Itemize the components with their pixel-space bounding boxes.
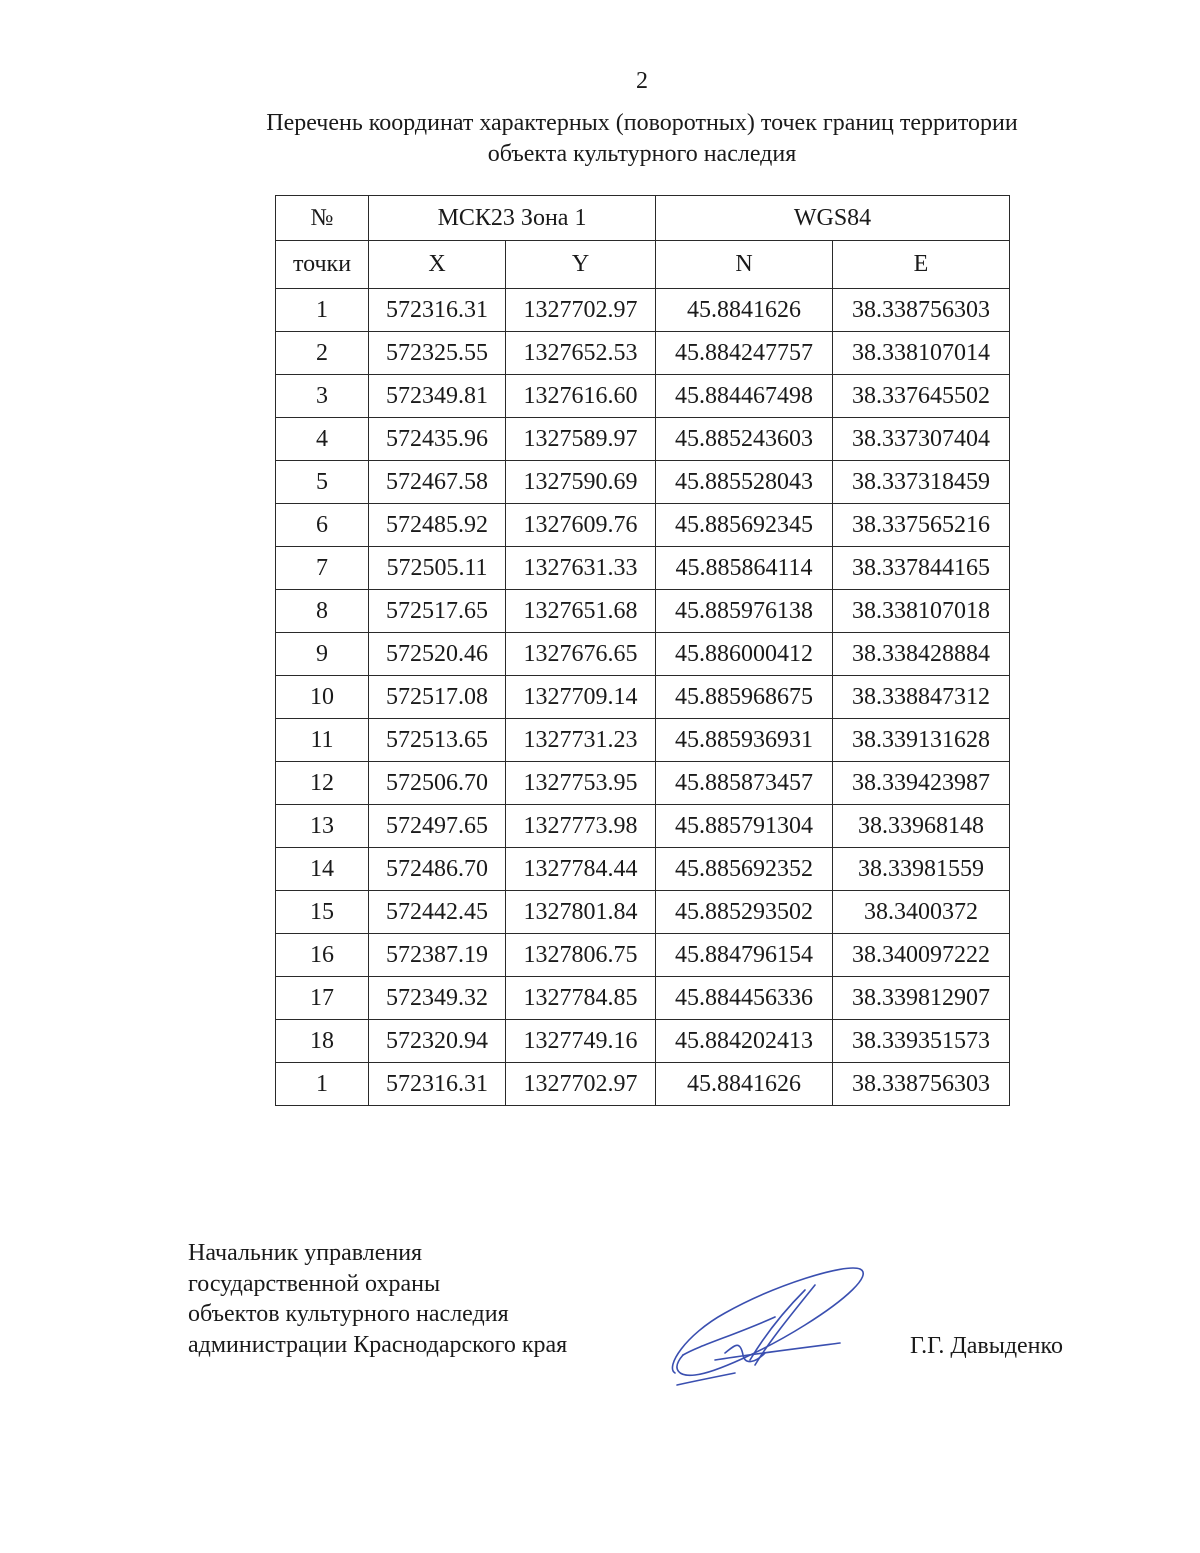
x-cell: 572316.31 xyxy=(369,1063,506,1106)
n-cell: 45.885864114 xyxy=(656,547,833,590)
signatory-position-line: администрации Краснодарского края xyxy=(188,1331,568,1358)
table-row xyxy=(276,762,1010,805)
y-cell: 1327784.85 xyxy=(506,977,656,1020)
point-number-cell: 14 xyxy=(276,848,369,891)
e-cell: 38.339351573 xyxy=(833,1020,1010,1063)
document-title-line-2: объекта культурного наследия xyxy=(487,141,797,167)
e-cell: 38.337565216 xyxy=(833,504,1010,547)
table-row xyxy=(276,676,1010,719)
x-cell: 572387.19 xyxy=(369,934,506,977)
point-number-cell: 6 xyxy=(276,504,369,547)
table-row xyxy=(276,848,1010,891)
y-cell: 1327631.33 xyxy=(506,547,656,590)
n-cell: 45.884456336 xyxy=(656,977,833,1020)
document-title xyxy=(150,108,1134,170)
e-cell: 38.338847312 xyxy=(833,676,1010,719)
table-row xyxy=(276,504,1010,547)
n-cell: 45.885976138 xyxy=(656,590,833,633)
point-number-cell: 10 xyxy=(276,676,369,719)
y-cell: 1327801.84 xyxy=(506,891,656,934)
table-row xyxy=(276,805,1010,848)
table-row xyxy=(276,418,1010,461)
n-column-header: N xyxy=(656,241,833,289)
n-cell: 45.885936931 xyxy=(656,719,833,762)
n-cell: 45.884247757 xyxy=(656,332,833,375)
page-number: 2 xyxy=(636,68,648,94)
table-row xyxy=(276,633,1010,676)
n-cell: 45.884796154 xyxy=(656,934,833,977)
y-cell: 1327589.97 xyxy=(506,418,656,461)
x-cell: 572316.31 xyxy=(369,289,506,332)
n-cell: 45.8841626 xyxy=(656,289,833,332)
n-cell: 45.885293502 xyxy=(656,891,833,934)
x-cell: 572513.65 xyxy=(369,719,506,762)
e-cell: 38.338756303 xyxy=(833,1063,1010,1106)
point-number-cell: 13 xyxy=(276,805,369,848)
e-cell: 38.33968148 xyxy=(833,805,1010,848)
y-cell: 1327753.95 xyxy=(506,762,656,805)
msk23-zone-header: МСК23 Зона 1 xyxy=(369,196,656,241)
n-cell: 45.8841626 xyxy=(656,1063,833,1106)
n-cell: 45.885968675 xyxy=(656,676,833,719)
point-number-cell: 9 xyxy=(276,633,369,676)
e-cell: 38.337318459 xyxy=(833,461,1010,504)
point-number-cell: 11 xyxy=(276,719,369,762)
e-cell: 38.340097222 xyxy=(833,934,1010,977)
y-cell: 1327702.97 xyxy=(506,1063,656,1106)
table-header-row-1 xyxy=(276,196,1010,241)
point-number-cell: 5 xyxy=(276,461,369,504)
e-cell: 38.338428884 xyxy=(833,633,1010,676)
table-row xyxy=(276,1020,1010,1063)
table-row xyxy=(276,719,1010,762)
table-row xyxy=(276,461,1010,504)
n-cell: 45.885692345 xyxy=(656,504,833,547)
table-row xyxy=(276,547,1010,590)
point-number-cell: 7 xyxy=(276,547,369,590)
signatory-position-line: Начальник управления xyxy=(188,1240,423,1266)
n-cell: 45.885791304 xyxy=(656,805,833,848)
n-cell: 45.885873457 xyxy=(656,762,833,805)
y-cell: 1327676.65 xyxy=(506,633,656,676)
y-cell: 1327702.97 xyxy=(506,289,656,332)
y-cell: 1327773.98 xyxy=(506,805,656,848)
point-number-cell: 1 xyxy=(276,1063,369,1106)
e-cell: 38.337645502 xyxy=(833,375,1010,418)
x-cell: 572349.32 xyxy=(369,977,506,1020)
point-number-cell: 18 xyxy=(276,1020,369,1063)
e-cell: 38.339423987 xyxy=(833,762,1010,805)
point-number-header-top: № xyxy=(276,196,369,241)
n-cell: 45.884467498 xyxy=(656,375,833,418)
table-row xyxy=(276,332,1010,375)
document-title-line-1: Перечень координат характерных (поворотных) точек границ территории xyxy=(266,110,1018,136)
x-cell: 572320.94 xyxy=(369,1020,506,1063)
x-cell: 572349.81 xyxy=(369,375,506,418)
n-cell: 45.886000412 xyxy=(656,633,833,676)
x-cell: 572517.65 xyxy=(369,590,506,633)
y-cell: 1327731.23 xyxy=(506,719,656,762)
signatory-position-line: государственной охраны xyxy=(188,1270,441,1297)
point-number-cell: 16 xyxy=(276,934,369,977)
point-number-cell: 15 xyxy=(276,891,369,934)
table-header-row-2 xyxy=(276,241,1010,289)
e-cell: 38.3400372 xyxy=(833,891,1010,934)
y-cell: 1327651.68 xyxy=(506,590,656,633)
table-row xyxy=(276,590,1010,633)
handwritten-signature-icon xyxy=(655,1255,885,1390)
point-number-cell: 2 xyxy=(276,332,369,375)
n-cell: 45.885692352 xyxy=(656,848,833,891)
y-cell: 1327749.16 xyxy=(506,1020,656,1063)
y-cell: 1327616.60 xyxy=(506,375,656,418)
point-number-header-bottom: точки xyxy=(276,241,369,289)
y-cell: 1327652.53 xyxy=(506,332,656,375)
x-cell: 572506.70 xyxy=(369,762,506,805)
y-cell: 1327590.69 xyxy=(506,461,656,504)
x-cell: 572517.08 xyxy=(369,676,506,719)
point-number-cell: 8 xyxy=(276,590,369,633)
x-cell: 572467.58 xyxy=(369,461,506,504)
e-cell: 38.33981559 xyxy=(833,848,1010,891)
point-number-cell: 3 xyxy=(276,375,369,418)
y-cell: 1327709.14 xyxy=(506,676,656,719)
table-row xyxy=(276,1063,1010,1106)
signatory-position-line: объектов культурного наследия xyxy=(188,1301,509,1327)
y-cell: 1327806.75 xyxy=(506,934,656,977)
x-cell: 572505.11 xyxy=(369,547,506,590)
table-row xyxy=(276,891,1010,934)
x-cell: 572435.96 xyxy=(369,418,506,461)
point-number-cell: 17 xyxy=(276,977,369,1020)
e-cell: 38.337307404 xyxy=(833,418,1010,461)
e-column-header: E xyxy=(833,241,1010,289)
y-cell: 1327784.44 xyxy=(506,848,656,891)
point-number-cell: 4 xyxy=(276,418,369,461)
table-row xyxy=(276,289,1010,332)
coordinates-table xyxy=(275,195,1010,1106)
n-cell: 45.885528043 xyxy=(656,461,833,504)
table-row xyxy=(276,375,1010,418)
x-column-header: X xyxy=(369,241,506,289)
e-cell: 38.339131628 xyxy=(833,719,1010,762)
y-cell: 1327609.76 xyxy=(506,504,656,547)
x-cell: 572485.92 xyxy=(369,504,506,547)
table-row xyxy=(276,977,1010,1020)
x-cell: 572442.45 xyxy=(369,891,506,934)
point-number-cell: 1 xyxy=(276,289,369,332)
e-cell: 38.338107014 xyxy=(833,332,1010,375)
signatory-name: Г.Г. Давыденко xyxy=(910,1333,1063,1359)
n-cell: 45.885243603 xyxy=(656,418,833,461)
x-cell: 572520.46 xyxy=(369,633,506,676)
y-column-header: Y xyxy=(506,241,656,289)
coordinates-table-body xyxy=(276,289,1010,1106)
signatory-position xyxy=(188,1238,567,1360)
x-cell: 572486.70 xyxy=(369,848,506,891)
n-cell: 45.884202413 xyxy=(656,1020,833,1063)
table-row xyxy=(276,934,1010,977)
e-cell: 38.339812907 xyxy=(833,977,1010,1020)
e-cell: 38.338107018 xyxy=(833,590,1010,633)
x-cell: 572497.65 xyxy=(369,805,506,848)
e-cell: 38.338756303 xyxy=(833,289,1010,332)
e-cell: 38.337844165 xyxy=(833,547,1010,590)
wgs84-header: WGS84 xyxy=(656,196,1010,241)
x-cell: 572325.55 xyxy=(369,332,506,375)
point-number-cell: 12 xyxy=(276,762,369,805)
